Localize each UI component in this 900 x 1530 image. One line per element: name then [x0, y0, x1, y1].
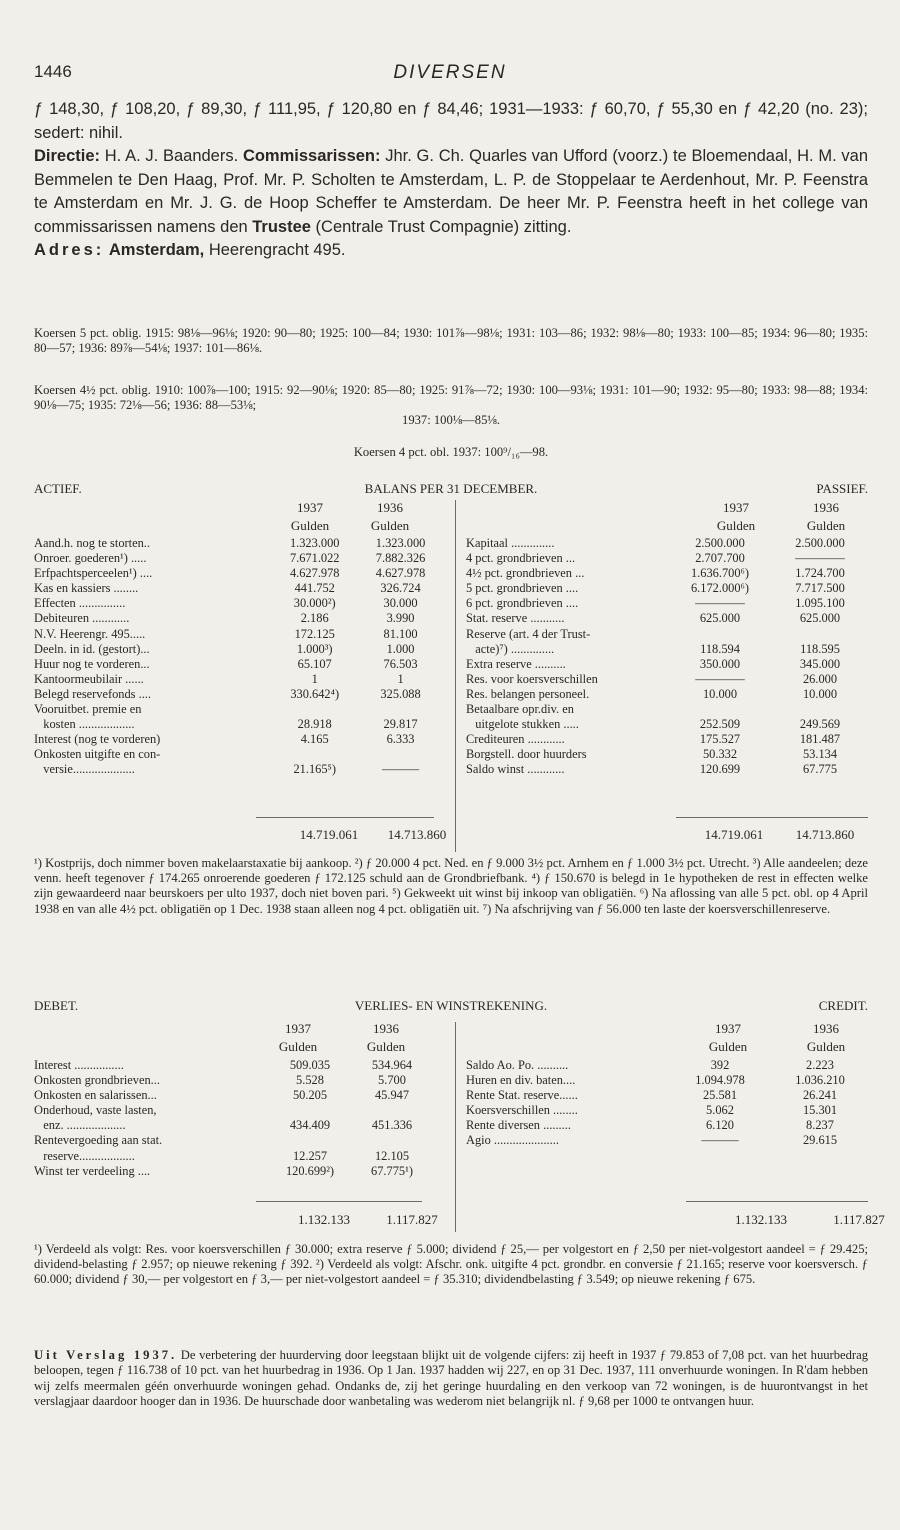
winst-title: VERLIES- EN WINSTREKENING. [354, 998, 548, 1013]
passief-row-1937: ———— [695, 671, 745, 686]
balans-totals [34, 827, 868, 843]
winst-right-unit1: Gulden [708, 1039, 748, 1054]
debet-row-1937: 5.528 [296, 1073, 324, 1088]
credit-row-1937 [670, 1149, 770, 1164]
balans-footnotes [34, 856, 868, 917]
passief-row-1936: 10.000 [802, 686, 838, 701]
actief-row-1937 [272, 747, 357, 762]
debet-row [34, 1073, 434, 1088]
debet-row-label: Winst ter verdeeling .... [34, 1163, 151, 1178]
directie-label: Directie: [34, 147, 101, 165]
passief-row-1936: 53.134 [802, 747, 838, 762]
passief-row [466, 642, 870, 657]
verslag-label: Uit Verslag 1937. [34, 1348, 178, 1362]
actief-row-label: kosten .................. [34, 717, 135, 732]
verslag-text-block [34, 1348, 868, 1409]
balans-total-right-1937: 14.719.061 [704, 827, 764, 842]
debet-row-1937: 120.699²) [285, 1163, 335, 1178]
actief-row [34, 672, 444, 687]
winst-right-unit2: Gulden [806, 1039, 846, 1054]
actief-row-1937: 1 [311, 671, 318, 686]
actief-row-label: Onkosten uitgifte en con- [34, 747, 161, 762]
actief-row-label: Kas en kassiers ........ [34, 581, 139, 596]
passief-row-1937 [670, 627, 770, 642]
credit-row-label: Rente diversen ......... [466, 1118, 571, 1133]
actief-row-1936: 76.503 [383, 656, 418, 671]
credit-row-1937: 25.581 [702, 1088, 738, 1103]
credit-row-label [466, 1164, 670, 1179]
actief-row [34, 627, 444, 642]
winst-heading [34, 998, 868, 1014]
passief-row-1937: 120.699 [699, 762, 741, 777]
passief-row-1936: 2.500.000 [795, 536, 845, 550]
debet-row-label: reserve.................. [34, 1148, 135, 1163]
passief-row-1936: 1.095.100 [795, 596, 845, 611]
passief-row-label: Betaalbare opr.div. en [466, 702, 574, 717]
balans-unit-row [34, 518, 868, 534]
balans-year-row [34, 500, 868, 516]
actief-row-1936: 1.323.000 [375, 536, 426, 550]
winst-left-unit2: Gulden [366, 1039, 406, 1054]
adres-label: Adres: [34, 241, 105, 259]
debet-row-label: Interest ................ [34, 1058, 124, 1072]
debet-row-1937 [270, 1133, 350, 1148]
actief-row [34, 687, 444, 702]
winst-left-year2: 1936 [373, 1021, 399, 1036]
debet-row-1936 [350, 1133, 434, 1148]
passief-row-label: Res. belangen personeel. [466, 686, 590, 701]
passief-row-1937: 1.636.700⁶) [690, 566, 749, 581]
credit-row-1936: 29.615 [802, 1133, 838, 1148]
credit-row [466, 1149, 870, 1164]
winst-total-right-1936: 1.117.827 [833, 1212, 885, 1227]
balans-left-year1: 1937 [297, 500, 323, 515]
actief-row-label: Interest (nog te vorderen) [34, 732, 161, 747]
credit-row-1937: ——— [701, 1133, 739, 1148]
passief-row [466, 687, 870, 702]
actief-row-label: Kantoormeubilair ...... [34, 671, 144, 686]
passief-row-1937: 252.509 [699, 717, 741, 732]
debet-row-1936: 534.964 [371, 1058, 413, 1072]
winst-total-left-1936: 1.117.827 [386, 1212, 438, 1227]
passief-row [466, 657, 870, 672]
actief-row-1936: 81.100 [383, 626, 418, 641]
credit-row [466, 1058, 870, 1073]
winst-left-year1: 1937 [285, 1021, 311, 1036]
credit-row-1936: 26.241 [802, 1088, 838, 1103]
credit-row [466, 1164, 870, 1179]
actief-row-1937: 1.000³) [296, 641, 333, 656]
passief-row [466, 627, 870, 642]
winst-totals [34, 1212, 885, 1228]
actief-row-label: versie.................... [34, 762, 135, 777]
koersen-4pct-text: Koersen 4 pct. obl. 1937: 100⁹/₁₆—98. [353, 445, 549, 459]
actief-row-1937: 1.323.000 [289, 536, 340, 550]
actief-row-1937: 30.000²) [293, 596, 336, 611]
balans-left-unit2: Gulden [370, 518, 410, 533]
debet-row [34, 1133, 434, 1148]
winst-footnotes [34, 1242, 868, 1288]
actief-row-label: Vooruitbet. premie en [34, 702, 142, 717]
actief-row-1936: ——— [381, 762, 420, 777]
passief-row [466, 717, 870, 732]
passief-row-label: Extra reserve .......... [466, 656, 566, 671]
debet-row [34, 1149, 434, 1164]
actief-row [34, 717, 444, 732]
balans-title: BALANS PER 31 DECEMBER. [364, 481, 538, 496]
credit-row-1937: 1.094.978 [695, 1073, 745, 1088]
actief-row-1937: 65.107 [297, 656, 332, 671]
adres-street: Heerengracht 495. [204, 241, 346, 259]
balans-right-rule [676, 817, 868, 818]
debet-row-1936: 67.775¹) [371, 1163, 413, 1178]
passief-row-1937: 2.707.700 [695, 551, 745, 566]
passief-row [466, 732, 870, 747]
koersen-4half-pct [34, 383, 868, 428]
page-header [34, 62, 866, 88]
actief-row-label: Deeln. in id. (gestort)... [34, 641, 150, 656]
debet-row-label: enz. ................... [34, 1118, 126, 1133]
actief-row-1937: 330.642⁴) [290, 686, 340, 701]
winst-right-rule [686, 1201, 868, 1202]
passief-row [466, 596, 870, 611]
balans-right-year1: 1937 [723, 500, 749, 515]
actief-row [34, 566, 444, 581]
passief-row-label: 4½ pct. grondbrieven ... [466, 566, 585, 581]
actief-row-label: Debiteuren ............ [34, 611, 130, 626]
credit-label: CREDIT. [818, 998, 868, 1013]
passief-row-label: Stat. reserve ........... [466, 611, 565, 626]
adres-city: Amsterdam, [108, 241, 205, 259]
actief-row-1937: 2.186 [300, 611, 329, 626]
winst-footnotes-text: ¹) Verdeeld als volgt: Res. voor koersverschillen ƒ 30.000; extra reserve ƒ 5.000; dividend ƒ 25,— per volgestort en ƒ 2,50 per niet-volgestort aandeel = ƒ 29.425; dividend-belasting ƒ 2.957; op nieuwe rekening ƒ 392. ²) Verdeeld als volgt: Afschr. onk. uitgifte 4 pct. grondbr. en conversie ƒ 21.165; reserve voor koersversch. ƒ 60.000; dividend ƒ 30,— per volgestort en ƒ 3,— per niet-volgestort aandeel = ƒ 35.310; dividendbelasting ƒ 3.549; op nieuwe rekening ƒ 675. [34, 1242, 868, 1287]
credit-row-1937: 392 [710, 1058, 730, 1072]
debet-row [34, 1164, 434, 1179]
passief-row-1936: 1.724.700 [795, 566, 845, 581]
balans-heading [34, 481, 868, 497]
actief-row [34, 551, 444, 566]
debet-row-1937: 509.035 [289, 1058, 331, 1072]
passief-row-1937: 6.172.000⁶) [690, 581, 749, 596]
passief-row-label: acte)⁷) .............. [466, 641, 555, 656]
passief-row-1936: 118.595 [800, 641, 840, 656]
balans-divider [455, 500, 456, 852]
page-number: 1446 [34, 62, 72, 81]
actief-row [34, 536, 444, 551]
passief-row-label: Crediteuren ............ [466, 732, 565, 747]
actief-row-1936: 1.000 [386, 641, 415, 656]
passief-row [466, 566, 870, 581]
passief-row-1937: 625.000 [699, 611, 741, 626]
passief-row [466, 672, 870, 687]
address-line [34, 239, 868, 263]
balans-total-right-1936: 14.713.860 [795, 827, 855, 842]
debet-row-label: Onkosten grondbrieven... [34, 1073, 160, 1088]
actief-row [34, 581, 444, 596]
balans-left-rule [256, 817, 434, 818]
passief-row-label: uitgelote stukken ..... [466, 717, 579, 732]
actief-row [34, 611, 444, 626]
passief-row [466, 762, 870, 777]
balans-right-year2: 1936 [813, 500, 839, 515]
passief-row-label: Reserve (art. 4 der Trust- [466, 626, 591, 641]
actief-row [34, 657, 444, 672]
credit-row-label: Koersverschillen ........ [466, 1103, 578, 1118]
winst-right-year1: 1937 [715, 1021, 741, 1036]
actief-row-1936: 326.724 [380, 581, 421, 596]
actief-row [34, 747, 444, 762]
commissarissen-text: Jhr. G. Ch. Quarles van Ufford (voorz.) te Bloemendaal, H. M. van Bemmelen te Den Haag, Prof. Mr. P. Scholten te Amsterdam, L. P. de Stoppelaar te Aerdenhout, Mr. P. Feenstra te Amsterdam en Mr. J. G. de Hoop Scheffer te Amsterdam. De heer Mr. P. Feenstra heeft in het college van commissarissen namens den [34, 147, 869, 236]
directie-text: H. A. J. Baanders. [100, 147, 243, 165]
balans-left-year2: 1936 [377, 500, 403, 515]
credit-row-label: Agio ..................... [466, 1133, 559, 1148]
passief-row-1936: 345.000 [799, 656, 841, 671]
actief-row-1937 [272, 702, 357, 717]
actief-row [34, 596, 444, 611]
actief-row-1936: 29.817 [383, 717, 418, 732]
credit-row-1937 [670, 1164, 770, 1179]
debet-row-1936: 451.336 [371, 1118, 413, 1133]
trustee-text: (Centrale Trust Compagnie) zitting. [310, 217, 572, 236]
passief-row-1936 [770, 702, 870, 717]
debet-row-1937 [270, 1103, 350, 1118]
credit-row [466, 1133, 870, 1148]
passief-row [466, 702, 870, 717]
balans-total-left-1937: 14.719.061 [299, 827, 359, 842]
actief-label: ACTIEF. [34, 481, 82, 496]
credit-row [466, 1073, 870, 1088]
actief-row-1936: 325.088 [380, 686, 421, 701]
passief-row [466, 536, 870, 551]
passief-label: PASSIEF. [816, 481, 868, 496]
credit-row-1936 [770, 1149, 870, 1164]
actief-row-1936: 30.000 [383, 596, 418, 611]
actief-row-1936 [357, 747, 444, 762]
passief-row-1937: 175.527 [699, 732, 741, 747]
debet-row [34, 1088, 434, 1103]
passief-row-label: 4 pct. grondbrieven ... [466, 551, 576, 566]
actief-row-1937: 441.752 [294, 581, 335, 596]
actief-row-1936: 1 [397, 671, 404, 686]
actief-row-1937: 28.918 [297, 717, 332, 732]
passief-row-1936: ———— [795, 551, 845, 566]
credit-row-label: Rente Stat. reserve...... [466, 1088, 578, 1103]
debet-row-1936: 5.700 [378, 1073, 406, 1088]
actief-row [34, 732, 444, 747]
actief-row-1936: 7.882.326 [375, 551, 426, 566]
actief-row-1936: 3.990 [386, 611, 415, 626]
actief-row-label: Huur nog te vorderen... [34, 656, 150, 671]
actief-row-1936: 4.627.978 [375, 566, 426, 581]
debet-row-1936: 12.105 [374, 1148, 410, 1163]
koersen-4pct [34, 445, 868, 460]
actief-row [34, 762, 444, 777]
passief-row-1937: 50.332 [702, 747, 738, 762]
passief-row-1937: 10.000 [702, 686, 738, 701]
debet-row-1936: 45.947 [374, 1088, 410, 1103]
passief-row-1936: 181.487 [799, 732, 841, 747]
actief-row-label: Erfpachtsperceelen¹) .... [34, 566, 153, 581]
passief-row-1936: 625.000 [799, 611, 841, 626]
commissarissen-label: Commissarissen: [242, 147, 381, 165]
passief-row-1937: 350.000 [699, 656, 741, 671]
running-title: DIVERSEN [393, 62, 507, 83]
credit-table [466, 1058, 870, 1179]
credit-row-1937: 6.120 [706, 1118, 734, 1133]
credit-row-1937: 5.062 [706, 1103, 734, 1118]
credit-row-label: Huren en div. baten.... [466, 1073, 576, 1088]
debet-row [34, 1118, 434, 1133]
debet-row-label: Onderhoud, vaste lasten, [34, 1103, 157, 1118]
credit-row-label: Saldo Ao. Po. .......... [466, 1058, 569, 1072]
passief-row [466, 747, 870, 762]
passief-row-1937: 2.500.000 [695, 536, 745, 550]
actief-row-1937: 4.165 [300, 732, 329, 747]
dividend-history: ƒ 148,30, ƒ 108,20, ƒ 89,30, ƒ 111,95, ƒ 120,80 en ƒ 84,46; 1931—1933: ƒ 60,70, ƒ 55,30 en ƒ 42,20 (no. 23); sedert: nihil. [34, 100, 868, 142]
winst-divider [455, 1022, 456, 1232]
passief-row-label: Kapitaal .............. [466, 536, 555, 550]
credit-row [466, 1088, 870, 1103]
credit-row-1936: 8.237 [806, 1118, 834, 1133]
verslag-text: De verbetering der huurderving door leegstaan blijkt uit de volgende cijfers: zij heeft in 1937 ƒ 79.853 of 7,08 pct. van het huurbedrag beloopen, tegen ƒ 116.738 of 10 pct. van het huurbedrag in 1936. Op 1 Jan. 1937 hadden wij 227, en op 31 Dec. 1937, 111 onverhuurde woningen. In R'dam hebben wij zelfs meermalen géén onverhuurde woningen gehad. Ondanks de, zij het geringe huurdaling en den verkoop van 72 woningen, is de huurontvangst in het verslagjaar daardoor hooger dan in 1936. De huurschade door wanbetaling was wederom niet belangrijk nl. ƒ 9,68 per 1000 te ontvangen huur. [34, 1348, 868, 1408]
debet-row-1936 [350, 1103, 434, 1118]
passief-row-label: Saldo winst ............ [466, 762, 565, 777]
verslag-paragraph [34, 1348, 868, 1409]
debet-label: DEBET. [34, 998, 79, 1013]
winst-right-year2: 1936 [813, 1021, 839, 1036]
passief-row-1936: 26.000 [802, 671, 838, 686]
winst-total-left-1937: 1.132.133 [298, 1212, 350, 1227]
actief-row-label: N.V. Heerengr. 495..... [34, 626, 146, 641]
actief-table [34, 536, 444, 778]
debet-row-1937: 434.409 [289, 1118, 331, 1133]
koersen-4half-text: Koersen 4½ pct. oblig. 1910: 100⅞—100; 1915: 92—90⅛; 1920: 85—80; 1925: 91⅞—72; 1930: 100—93⅛; 1931: 101—90; 1932: 95—80; 1933: 98—88; 1934: 90⅛—75; 1935: 72⅛—56; 1936: 88—53⅛; [34, 383, 868, 412]
actief-row-1937: 21.165⁵) [293, 762, 336, 777]
actief-row-label: Effecten ............... [34, 596, 126, 611]
passief-row-1936 [770, 627, 870, 642]
passief-row-label: Borgstell. door huurders [466, 747, 587, 762]
passief-row-1936: 7.717.500 [795, 581, 845, 596]
passief-row-label: Res. voor koersverschillen [466, 671, 598, 686]
passief-row-1936: 67.775 [802, 762, 838, 777]
credit-row-1936: 2.223 [806, 1058, 834, 1072]
debet-row-label: Onkosten en salarissen... [34, 1088, 157, 1103]
balans-total-left-1936: 14.713.860 [387, 827, 447, 842]
winst-left-unit1: Gulden [278, 1039, 318, 1054]
credit-row-label [466, 1149, 670, 1164]
actief-row [34, 702, 444, 717]
koersen-4half-end: 1937: 100⅛—85⅛. [402, 413, 500, 427]
balans-right-unit2: Gulden [806, 518, 846, 533]
trustee-label: Trustee [252, 217, 311, 236]
company-intro [34, 98, 868, 263]
koersen-5pct [34, 326, 868, 356]
winst-left-rule [256, 1201, 422, 1202]
winst-total-right-1937: 1.132.133 [735, 1212, 787, 1227]
balans-left-unit1: Gulden [290, 518, 330, 533]
winst-unit-row [34, 1039, 868, 1055]
passief-row [466, 581, 870, 596]
actief-row-1936 [357, 702, 444, 717]
passief-table [466, 536, 870, 778]
debet-row [34, 1103, 434, 1118]
actief-row-1937: 172.125 [294, 626, 335, 641]
credit-row-1936: 1.036.210 [795, 1073, 845, 1088]
actief-row-label: Belegd reservefonds .... [34, 686, 151, 701]
management-paragraph [34, 145, 868, 239]
actief-row [34, 642, 444, 657]
passief-row-1936: 249.569 [799, 717, 841, 732]
debet-row-1937: 12.257 [292, 1148, 328, 1163]
debet-row-label: Rentevergoeding aan stat. [34, 1133, 163, 1148]
passief-row-label: 6 pct. grondbrieven .... [466, 596, 579, 611]
koersen-5pct-text: Koersen 5 pct. oblig. 1915: 98⅛—96⅛; 1920: 90—80; 1925: 100—84; 1930: 101⅞—98⅛; 1931: 103—86; 1932: 98⅛—80; 1933: 100—85; 1934: 96—80; 1935: 80—57; 1936: 89⅞—54⅛; 1937: 101—86⅛. [34, 326, 868, 355]
actief-row-1937: 4.627.978 [289, 566, 340, 581]
passief-row-label: 5 pct. grondbrieven .... [466, 581, 579, 596]
passief-row-1937: 118.594 [700, 641, 740, 656]
debet-table [34, 1058, 434, 1179]
winst-year-row [34, 1021, 868, 1037]
debet-row-1937: 50.205 [292, 1088, 328, 1103]
actief-row-label: Aand.h. nog te storten.. [34, 536, 150, 550]
actief-row-1937: 7.671.022 [289, 551, 340, 566]
debet-row [34, 1058, 434, 1073]
passief-row-1937 [670, 702, 770, 717]
passief-row [466, 611, 870, 626]
credit-row [466, 1118, 870, 1133]
credit-row-1936: 15.301 [802, 1103, 838, 1118]
balans-footnotes-text: ¹) Kostprijs, doch nimmer boven makelaarstaxatie bij aankoop. ²) ƒ 20.000 4 pct. Ned. en ƒ 9.000 3½ pct. Arnhem en ƒ 1.000 3½ pct. Utrecht. ³) Alle aandeelen; deze venn. heeft tegenover ƒ 174.265 onroerende goederen ƒ 172.125 schuld aan de Grondbriefbank. ⁴) ƒ 150.670 is belegd in 1e hypotheken de rest in effecten welke zijn gewaardeerd naar beurskoers per ulto 1937, doch niet boven pari. ⁵) Gekweekt uit winst bij inkoop van obligatiën. ⁶) Na aflossing van alle 5 pct. obl. op 4 April 1938 en van alle 4½ pct. obligatiën op 1 Dec. 1938 staan alleen nog 4 pct. obligatiën uit. ⁷) Na afschrijving van ƒ 56.000 ten laste der koersverschillenreserve. [34, 856, 868, 916]
actief-row-1936: 6.333 [386, 732, 415, 747]
balans-right-unit1: Gulden [716, 518, 756, 533]
passief-row-1937: ———— [695, 596, 745, 611]
credit-row [466, 1103, 870, 1118]
passief-row [466, 551, 870, 566]
credit-row-1936 [770, 1164, 870, 1179]
actief-row-label: Onroer. goederen¹) ..... [34, 551, 147, 566]
